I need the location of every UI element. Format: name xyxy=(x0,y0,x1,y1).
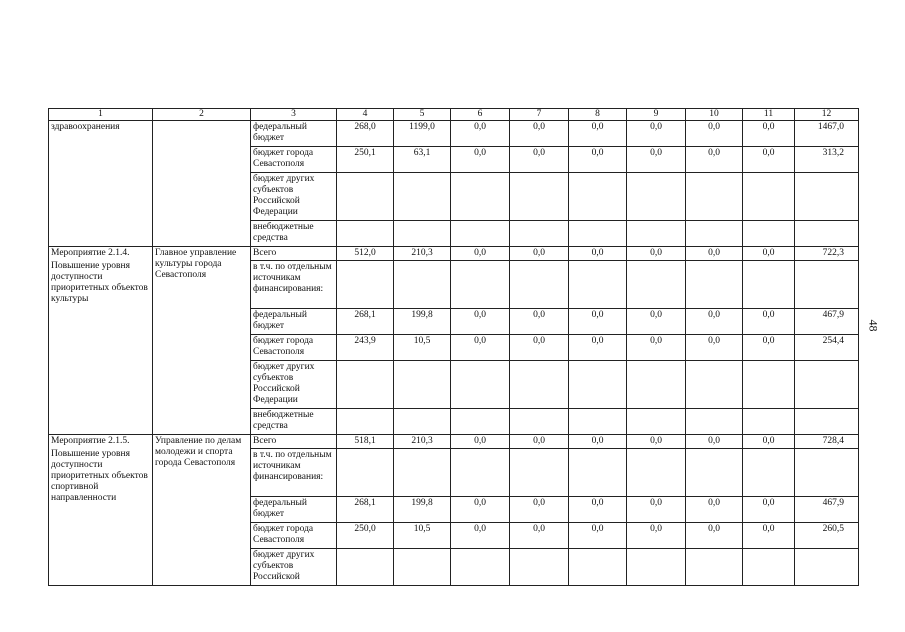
year-value-cell: 199,8 xyxy=(394,497,451,523)
column-number-9: 9 xyxy=(627,109,686,121)
year-value-cell xyxy=(627,221,686,247)
year-value-cell xyxy=(394,409,451,435)
year-value-cell: 0,0 xyxy=(743,247,795,261)
total-value-cell xyxy=(795,549,859,586)
total-value-cell xyxy=(795,409,859,435)
year-value-cell: 268,1 xyxy=(337,497,394,523)
year-value-cell xyxy=(569,549,627,586)
year-value-cell: 0,0 xyxy=(569,247,627,261)
year-value-cell: 199,8 xyxy=(394,309,451,335)
year-value-cell xyxy=(337,449,394,497)
year-value-cell xyxy=(686,261,743,309)
funding-source-cell: Всего xyxy=(251,435,337,449)
column-number-4: 4 xyxy=(337,109,394,121)
year-value-cell: 518,1 xyxy=(337,435,394,449)
year-value-cell xyxy=(627,361,686,409)
year-value-cell: 0,0 xyxy=(510,309,569,335)
year-value-cell: 268,1 xyxy=(337,309,394,335)
year-value-cell: 0,0 xyxy=(743,435,795,449)
year-value-cell: 0,0 xyxy=(569,121,627,147)
funding-source-cell: федеральный бюджет xyxy=(251,309,337,335)
responsible-executor-text: Главное управление культуры города Севастополя xyxy=(155,248,237,280)
budget-table xyxy=(48,108,859,586)
year-value-cell: 0,0 xyxy=(627,335,686,361)
activity-name-cell xyxy=(49,435,153,586)
year-value-cell xyxy=(451,261,510,309)
year-value-cell: 0,0 xyxy=(569,335,627,361)
year-value-cell: 0,0 xyxy=(627,147,686,173)
year-value-cell xyxy=(451,549,510,586)
total-value-cell xyxy=(795,221,859,247)
year-value-cell xyxy=(451,449,510,497)
year-value-cell xyxy=(569,361,627,409)
table-row xyxy=(49,247,859,261)
year-value-cell: 268,0 xyxy=(337,121,394,147)
year-value-cell: 250,0 xyxy=(337,523,394,549)
year-value-cell: 0,0 xyxy=(569,497,627,523)
year-value-cell xyxy=(627,261,686,309)
year-value-cell xyxy=(686,409,743,435)
year-value-cell xyxy=(510,449,569,497)
year-value-cell: 0,0 xyxy=(686,335,743,361)
total-value-cell xyxy=(795,261,859,309)
year-value-cell xyxy=(743,449,795,497)
year-value-cell: 0,0 xyxy=(569,147,627,173)
year-value-cell: 0,0 xyxy=(510,147,569,173)
year-value-cell: 0,0 xyxy=(510,523,569,549)
year-value-cell xyxy=(394,449,451,497)
total-value-cell: 467,9 xyxy=(795,309,859,335)
year-value-cell xyxy=(743,261,795,309)
year-value-cell xyxy=(686,361,743,409)
column-number-1: 1 xyxy=(49,109,153,121)
year-value-cell: 0,0 xyxy=(510,335,569,361)
year-value-cell xyxy=(686,221,743,247)
year-value-cell: 0,0 xyxy=(686,309,743,335)
funding-source-cell: Всего xyxy=(251,247,337,261)
year-value-cell xyxy=(394,261,451,309)
funding-source-cell: бюджет других субъектов Российской xyxy=(251,549,337,586)
activity-name-text: Мероприятие 2.1.5. xyxy=(51,436,130,446)
year-value-cell: 0,0 xyxy=(686,435,743,449)
year-value-cell: 0,0 xyxy=(451,523,510,549)
year-value-cell: 0,0 xyxy=(451,247,510,261)
year-value-cell xyxy=(394,173,451,221)
year-value-cell: 0,0 xyxy=(510,435,569,449)
year-value-cell: 0,0 xyxy=(510,121,569,147)
year-value-cell xyxy=(569,173,627,221)
year-value-cell xyxy=(743,173,795,221)
year-value-cell: 0,0 xyxy=(451,435,510,449)
year-value-cell: 0,0 xyxy=(569,309,627,335)
year-value-cell: 0,0 xyxy=(569,435,627,449)
year-value-cell xyxy=(743,221,795,247)
funding-source-cell: федеральный бюджет xyxy=(251,121,337,147)
year-value-cell xyxy=(743,409,795,435)
year-value-cell xyxy=(451,221,510,247)
column-number-8: 8 xyxy=(569,109,627,121)
funding-source-cell: бюджет других субъектов Российской Федерации xyxy=(251,361,337,409)
funding-source-cell: федеральный бюджет xyxy=(251,497,337,523)
year-value-cell xyxy=(451,409,510,435)
funding-source-cell: внебюджетные средства xyxy=(251,409,337,435)
year-value-cell xyxy=(686,173,743,221)
responsible-executor-cell xyxy=(153,121,251,247)
table-row xyxy=(49,121,859,147)
total-value-cell: 313,2 xyxy=(795,147,859,173)
column-number-11: 11 xyxy=(743,109,795,121)
year-value-cell: 210,3 xyxy=(394,247,451,261)
year-value-cell xyxy=(569,221,627,247)
activity-name-text: здравоохранения xyxy=(51,122,120,132)
total-value-cell: 1467,0 xyxy=(795,121,859,147)
year-value-cell: 0,0 xyxy=(569,523,627,549)
year-value-cell xyxy=(510,173,569,221)
column-number-6: 6 xyxy=(451,109,510,121)
year-value-cell: 0,0 xyxy=(743,147,795,173)
activity-name-text: Повышение уровня доступности приоритетных объектов спортивной направленности xyxy=(51,449,148,503)
year-value-cell: 512,0 xyxy=(337,247,394,261)
year-value-cell: 10,5 xyxy=(394,335,451,361)
activity-name-text: Повышение уровня доступности приоритетных объектов культуры xyxy=(51,261,148,304)
funding-source-cell: в т.ч. по отдельным источникам финансирования: xyxy=(251,449,337,497)
year-value-cell: 0,0 xyxy=(451,497,510,523)
funding-source-cell: бюджет других субъектов Российской Федерации xyxy=(251,173,337,221)
year-value-cell xyxy=(627,549,686,586)
funding-source-cell: бюджет города Севастополя xyxy=(251,147,337,173)
column-number-3: 3 xyxy=(251,109,337,121)
year-value-cell: 0,0 xyxy=(686,497,743,523)
year-value-cell xyxy=(337,173,394,221)
funding-source-cell: в т.ч. по отдельным источникам финансирования: xyxy=(251,261,337,309)
year-value-cell: 0,0 xyxy=(451,335,510,361)
total-value-cell xyxy=(795,173,859,221)
year-value-cell: 250,1 xyxy=(337,147,394,173)
year-value-cell: 0,0 xyxy=(627,121,686,147)
year-value-cell xyxy=(686,549,743,586)
year-value-cell: 0,0 xyxy=(686,121,743,147)
year-value-cell xyxy=(627,173,686,221)
table-row xyxy=(49,435,859,449)
year-value-cell xyxy=(337,361,394,409)
year-value-cell xyxy=(510,549,569,586)
year-value-cell: 1199,0 xyxy=(394,121,451,147)
column-number-5: 5 xyxy=(394,109,451,121)
year-value-cell: 0,0 xyxy=(451,309,510,335)
year-value-cell xyxy=(337,549,394,586)
total-value-cell: 254,4 xyxy=(795,335,859,361)
year-value-cell xyxy=(451,173,510,221)
total-value-cell: 722,3 xyxy=(795,247,859,261)
year-value-cell: 0,0 xyxy=(686,523,743,549)
year-value-cell xyxy=(627,449,686,497)
year-value-cell xyxy=(569,261,627,309)
total-value-cell: 728,4 xyxy=(795,435,859,449)
year-value-cell: 63,1 xyxy=(394,147,451,173)
year-value-cell: 0,0 xyxy=(627,497,686,523)
year-value-cell: 0,0 xyxy=(627,523,686,549)
year-value-cell: 0,0 xyxy=(451,121,510,147)
responsible-executor-cell xyxy=(153,435,251,586)
year-value-cell: 0,0 xyxy=(451,147,510,173)
activity-name-cell xyxy=(49,121,153,247)
year-value-cell xyxy=(510,261,569,309)
year-value-cell xyxy=(451,361,510,409)
year-value-cell xyxy=(743,361,795,409)
responsible-executor-text: Управление по делам молодежи и спорта города Севастополя xyxy=(155,436,242,468)
year-value-cell xyxy=(627,409,686,435)
year-value-cell: 243,9 xyxy=(337,335,394,361)
year-value-cell: 0,0 xyxy=(686,247,743,261)
year-value-cell xyxy=(337,261,394,309)
year-value-cell xyxy=(394,549,451,586)
year-value-cell xyxy=(569,409,627,435)
year-value-cell: 0,0 xyxy=(627,309,686,335)
year-value-cell: 0,0 xyxy=(743,523,795,549)
year-value-cell: 0,0 xyxy=(510,497,569,523)
year-value-cell: 0,0 xyxy=(627,435,686,449)
total-value-cell xyxy=(795,361,859,409)
year-value-cell xyxy=(743,549,795,586)
activity-name-cell xyxy=(49,247,153,435)
year-value-cell xyxy=(510,361,569,409)
funding-source-cell: бюджет города Севастополя xyxy=(251,523,337,549)
funding-source-cell: бюджет города Севастополя xyxy=(251,335,337,361)
column-number-2: 2 xyxy=(153,109,251,121)
year-value-cell xyxy=(510,409,569,435)
year-value-cell xyxy=(394,221,451,247)
total-value-cell: 260,5 xyxy=(795,523,859,549)
year-value-cell xyxy=(337,409,394,435)
column-number-12: 12 xyxy=(795,109,859,121)
year-value-cell: 0,0 xyxy=(743,121,795,147)
responsible-executor-cell xyxy=(153,247,251,435)
year-value-cell: 0,0 xyxy=(510,247,569,261)
column-number-7: 7 xyxy=(510,109,569,121)
year-value-cell: 0,0 xyxy=(627,247,686,261)
year-value-cell: 0,0 xyxy=(743,309,795,335)
column-number-header-row xyxy=(49,109,859,121)
year-value-cell xyxy=(337,221,394,247)
total-value-cell xyxy=(795,449,859,497)
activity-name-text: Мероприятие 2.1.4. xyxy=(51,248,130,258)
year-value-cell xyxy=(686,449,743,497)
year-value-cell xyxy=(394,361,451,409)
year-value-cell xyxy=(569,449,627,497)
total-value-cell: 467,9 xyxy=(795,497,859,523)
year-value-cell xyxy=(510,221,569,247)
funding-source-cell: внебюджетные средства xyxy=(251,221,337,247)
year-value-cell: 0,0 xyxy=(743,335,795,361)
year-value-cell: 10,5 xyxy=(394,523,451,549)
column-number-10: 10 xyxy=(686,109,743,121)
year-value-cell: 210,3 xyxy=(394,435,451,449)
year-value-cell: 0,0 xyxy=(743,497,795,523)
page-number: 48 xyxy=(866,319,881,332)
year-value-cell: 0,0 xyxy=(686,147,743,173)
